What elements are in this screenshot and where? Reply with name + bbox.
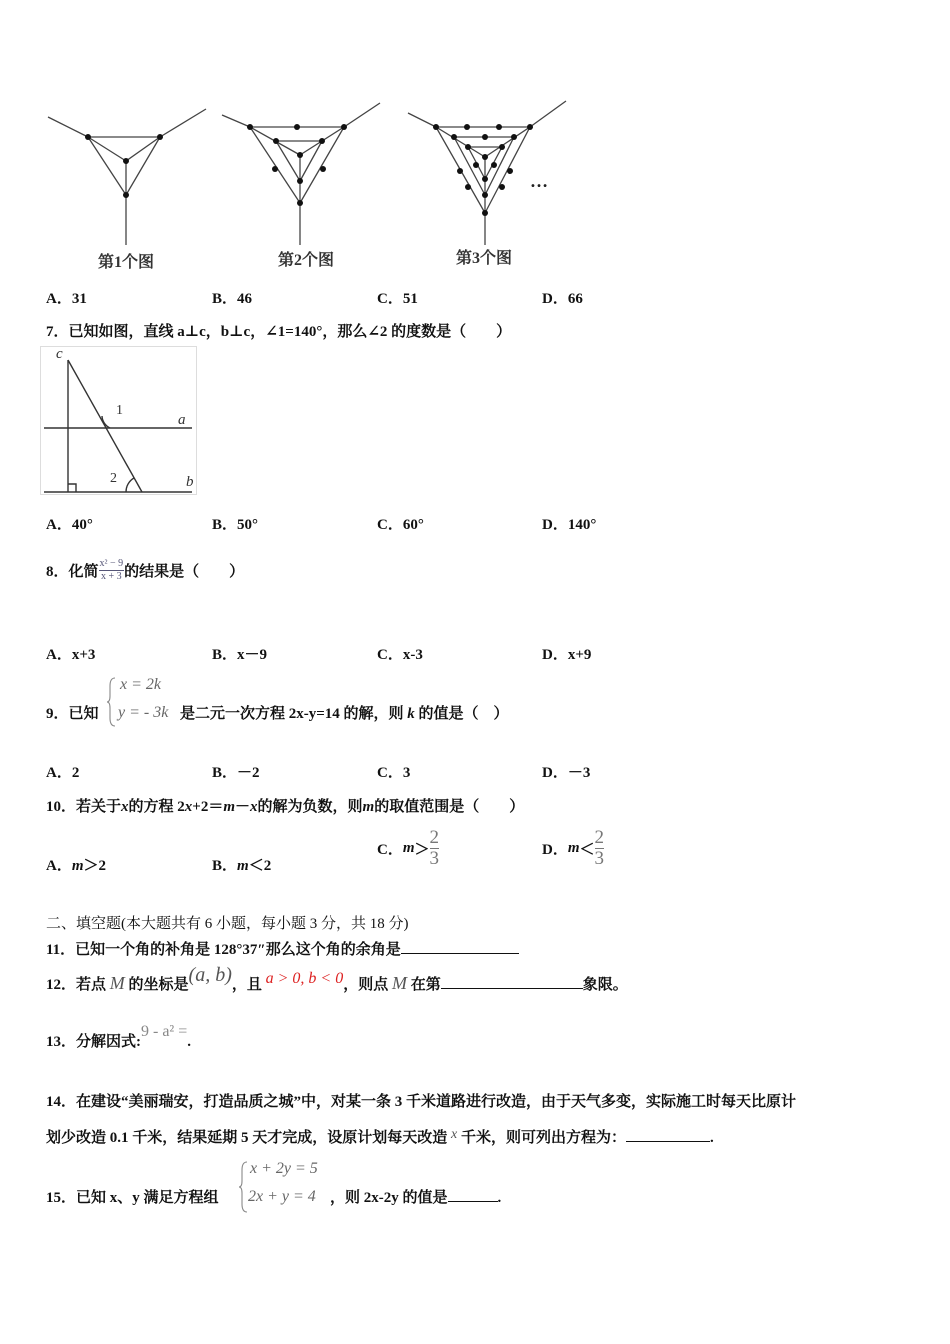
q10-option-rel: ＞2 [83, 858, 107, 874]
q10-option-letter: B． [212, 858, 238, 874]
q12-mid3: ，则点 [343, 977, 389, 993]
q6-option-d[interactable]: D．66 [542, 291, 583, 307]
q7-option-c[interactable]: C．60° [377, 517, 424, 533]
q15-suffix-wrap [330, 1186, 501, 1207]
q14-line2c: . [710, 1130, 714, 1146]
q10-var-m: m [223, 799, 236, 815]
q13-prefix: 13．分解因式: [46, 1034, 141, 1050]
label-angle-2: 2 [110, 471, 117, 486]
q9-option-c[interactable]: C．3 [377, 765, 411, 781]
q10-option-b[interactable] [212, 854, 271, 875]
q13-expression: 9 - a² = [141, 1023, 188, 1040]
q10-var-x: x [184, 799, 193, 815]
q14-answer-blank[interactable] [626, 1127, 710, 1142]
q8-option-a[interactable]: A．x+3 [46, 647, 96, 663]
q9-sys-line2: y = - 3k [118, 704, 169, 721]
q10-text [46, 795, 524, 816]
frac-num: 2 [594, 827, 605, 848]
q10-option-c-fraction [430, 828, 440, 869]
pattern-figure [40, 95, 580, 275]
q10-text-c: +2＝ [192, 799, 224, 815]
q11-answer-blank[interactable] [401, 939, 519, 954]
q9-option-d[interactable]: D．－3 [542, 765, 591, 781]
q10-option-letter: D． [542, 842, 568, 858]
q15-answer-blank[interactable] [448, 1187, 498, 1202]
q10-text-d: － [235, 799, 251, 815]
q10-text-a: 10．若关于 [46, 799, 122, 815]
q10-option-rel: ＜2 [248, 858, 272, 874]
q11-text: 11．已知一个角的补角是 128°37″那么这个角的余角是 [46, 942, 401, 958]
q15-sys-line1: x + 2y = 5 [250, 1160, 318, 1177]
q14-line2a: 划少改造 0.1 千米，结果延期 5 天才完成，设原计划每天改造 [46, 1130, 448, 1146]
q14-line2 [46, 1126, 714, 1147]
q14-line2b: 千米，则可列出方程为： [460, 1130, 626, 1146]
q12 [46, 964, 628, 995]
q10-option-d[interactable] [542, 828, 604, 869]
q7-option-a[interactable]: A．40° [46, 517, 93, 533]
frac-den: 3 [429, 848, 440, 869]
q12-point-m: M [391, 973, 407, 993]
q10-option-m: m [402, 840, 415, 856]
q9-brace [106, 676, 118, 728]
q14-line1: 14．在建设“美丽瑞安，打造品质之城”中，对某一条 3 千米道路进行改造，由于天气多变，实际施工时每天比原计 [46, 1094, 797, 1110]
q8-fraction [99, 558, 125, 583]
q10-var-m: m [362, 799, 375, 815]
q15-suffix: ，则 2x-2y 的值是 [330, 1190, 448, 1206]
q8-option-b[interactable]: B．x－9 [212, 647, 268, 663]
q10-option-a[interactable] [46, 854, 106, 875]
q8-option-c[interactable]: C．x-3 [377, 647, 423, 663]
q9-suffix-a: 是二元一次方程 2x-y=14 的解，则 [180, 706, 404, 722]
q8-suffix: 的结果是（ ） [124, 564, 245, 580]
q10-option-rel: ＜ [579, 842, 595, 858]
q12-point-m: M [109, 973, 125, 993]
q10-var-x: x [250, 799, 258, 815]
q8-frac-den: x + 3 [99, 570, 125, 583]
frac-num: 2 [429, 827, 440, 848]
q15-end: . [497, 1190, 502, 1206]
q9-option-b[interactable]: B．－2 [212, 765, 260, 781]
q10-text-b: 的方程 2 [128, 799, 185, 815]
q12-coord: (a, b) [188, 964, 232, 986]
q13-suffix: . [187, 1034, 191, 1050]
q10-var-x: x [121, 799, 129, 815]
q10-option-d-fraction [595, 828, 605, 869]
q13 [46, 1023, 191, 1051]
q12-suffix: 象限。 [582, 977, 628, 993]
q7-option-b[interactable]: B．50° [212, 517, 259, 533]
q10-option-m: m [237, 858, 249, 874]
q10-option-m: m [71, 858, 84, 874]
q6-option-c[interactable]: C．51 [377, 291, 418, 307]
label-a: a [178, 412, 186, 428]
label-angle-1: 1 [116, 403, 123, 418]
label-b: b [186, 474, 194, 490]
caption-fig1: 第1个图 [98, 254, 155, 271]
q10-option-c[interactable] [377, 828, 439, 869]
q12-mid2: ，且 [231, 977, 262, 993]
q8-frac-num: x² − 9 [99, 558, 124, 569]
q8-prefix: 8．化简 [46, 564, 99, 580]
q12-mid1: 的坐标是 [128, 977, 189, 993]
frac-den: 3 [594, 848, 605, 869]
q15-prefix: 15．已知 x、y 满足方程组 [46, 1190, 219, 1206]
q7-text: 7．已知如图，直线 a⊥c，b⊥c，∠1=140°，那么∠2 的度数是（ ） [46, 324, 512, 340]
q10-text-f: 的取值范围是（ ） [374, 799, 525, 815]
q6-option-b[interactable]: B．46 [212, 291, 253, 307]
label-c: c [56, 346, 63, 362]
caption-fig2: 第2个图 [278, 252, 335, 269]
q15-sys-line2: 2x + y = 4 [248, 1188, 316, 1205]
q9-option-a[interactable]: A．2 [46, 765, 80, 781]
q9-sys-line1: x = 2k [120, 676, 161, 693]
q10-option-rel: ＞ [414, 842, 430, 858]
q12-mid4: 在第 [410, 977, 441, 993]
q9-suffix [180, 702, 509, 723]
caption-fig3: 第3个图 [456, 250, 513, 267]
q14-var-x: x [451, 1127, 458, 1142]
q7-figure [40, 346, 205, 498]
q6-option-a[interactable]: A．31 [46, 291, 87, 307]
q9-prefix: 9．已知 [46, 706, 99, 722]
q12-answer-blank[interactable] [441, 974, 583, 989]
q10-option-m: m [567, 840, 580, 856]
q9-suffix-b: 的值是（ ） [418, 706, 509, 722]
q11 [46, 938, 519, 959]
section-2-title: 二、填空题(本大题共有 6 小题，每小题 3 分，共 18 分) [46, 916, 409, 932]
ellipsis: … [530, 171, 548, 191]
q9-k: k [407, 706, 415, 722]
q12-condition: a > 0, b < 0 [265, 970, 344, 987]
q8-text [46, 558, 244, 583]
q8-option-d[interactable]: D．x+9 [542, 647, 592, 663]
q7-option-d[interactable]: D．140° [542, 517, 597, 533]
q10-text-e: 的解为负数，则 [257, 799, 363, 815]
q10-option-letter: C． [377, 842, 403, 858]
q12-prefix: 12．若点 [46, 977, 107, 993]
q10-option-letter: A． [46, 858, 72, 874]
